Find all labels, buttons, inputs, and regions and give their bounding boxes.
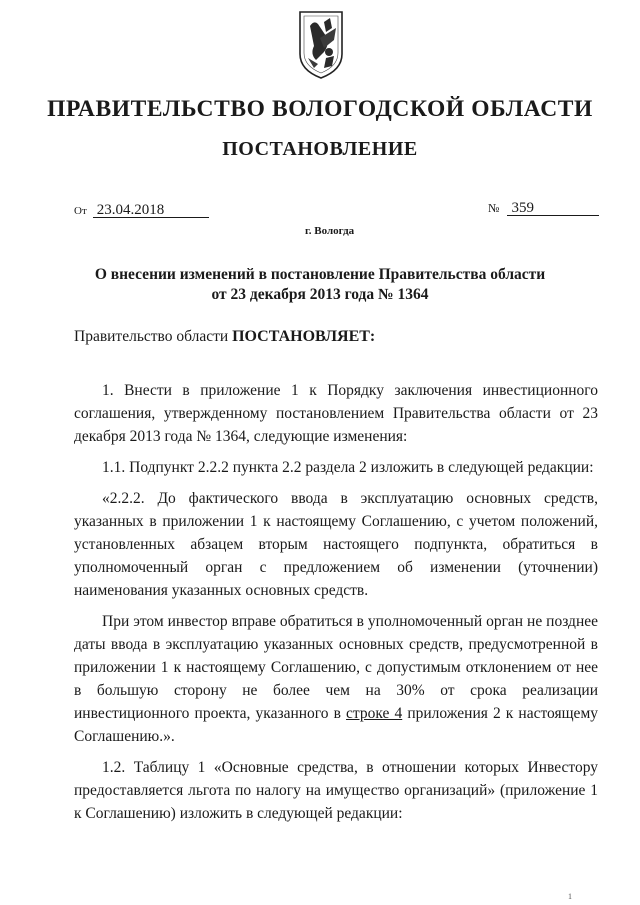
subject-line-1: О внесении изменений в постановление Правительства области bbox=[94, 266, 546, 283]
document-body bbox=[74, 379, 598, 833]
date-prefix: От bbox=[74, 205, 87, 217]
number-prefix: № bbox=[488, 201, 500, 215]
paragraph-investor-text: При этом инвестор вправе обратиться в уполномоченный орган не позднее даты ввода в эксплуатацию указанных основных средств, предусмотренной в приложении 1 к настоящему Соглашению, с допустимым отклонением от нее в большую сторону не более чем на 30% от срока реализации инвестиционного проекта, указанного в bbox=[74, 613, 598, 722]
document-number: 359 bbox=[507, 201, 599, 216]
document-type: ПОСТАНОВЛЕНИЕ bbox=[222, 138, 418, 160]
document-date: 23.04.2018 bbox=[93, 203, 209, 218]
preamble bbox=[74, 328, 375, 346]
paragraph-1-1: 1.1. Подпункт 2.2.2 пункта 2.2 раздела 2 изложить в следующей редакции: bbox=[102, 459, 594, 476]
coat-of-arms-emblem bbox=[296, 8, 346, 80]
paragraph-investor bbox=[74, 610, 598, 748]
row-4-reference: строке 4 bbox=[346, 705, 403, 722]
document-subject bbox=[0, 265, 640, 305]
preamble-emphasis: ПОСТАНОВЛЯЕТ: bbox=[232, 328, 376, 345]
date-line bbox=[74, 203, 209, 219]
paragraph-1: 1. Внести в приложение 1 к Порядку заключения инвестиционного соглашения, утвержденному постановлением Правительства области от 23 декабря 2013 года № 1364, следующие изменения: bbox=[74, 382, 598, 445]
number-line bbox=[488, 201, 599, 217]
paragraph-investor-tail: приложения 2 к настоящему Соглашению.». bbox=[74, 705, 598, 745]
city: г. Вологда bbox=[305, 225, 355, 237]
paragraph-1-2: 1.2. Таблицу 1 «Основные средства, в отношении которых Инвестору предоставляется льгота по налогу на имущество организаций» (приложение 1 к Соглашению) изложить в следующей редакции: bbox=[74, 759, 598, 822]
page-corner-mark: 1 bbox=[568, 892, 572, 901]
organization-title: ПРАВИТЕЛЬСТВО ВОЛОГОДСКОЙ ОБЛАСТИ bbox=[47, 96, 593, 122]
preamble-text: Правительство области bbox=[74, 328, 233, 345]
paragraph-2-2-2: «2.2.2. До фактического ввода в эксплуатацию основных средств, указанных в приложении 1 к настоящему Соглашению, с учетом положений, установленных абзацем вторым настоящего подпункта, обратиться в уполномоченный орган с предложением об изменении (уточнении) наименования указанных основных средств. bbox=[74, 490, 598, 599]
subject-line-2: от 23 декабря 2013 года № 1364 bbox=[211, 286, 429, 303]
